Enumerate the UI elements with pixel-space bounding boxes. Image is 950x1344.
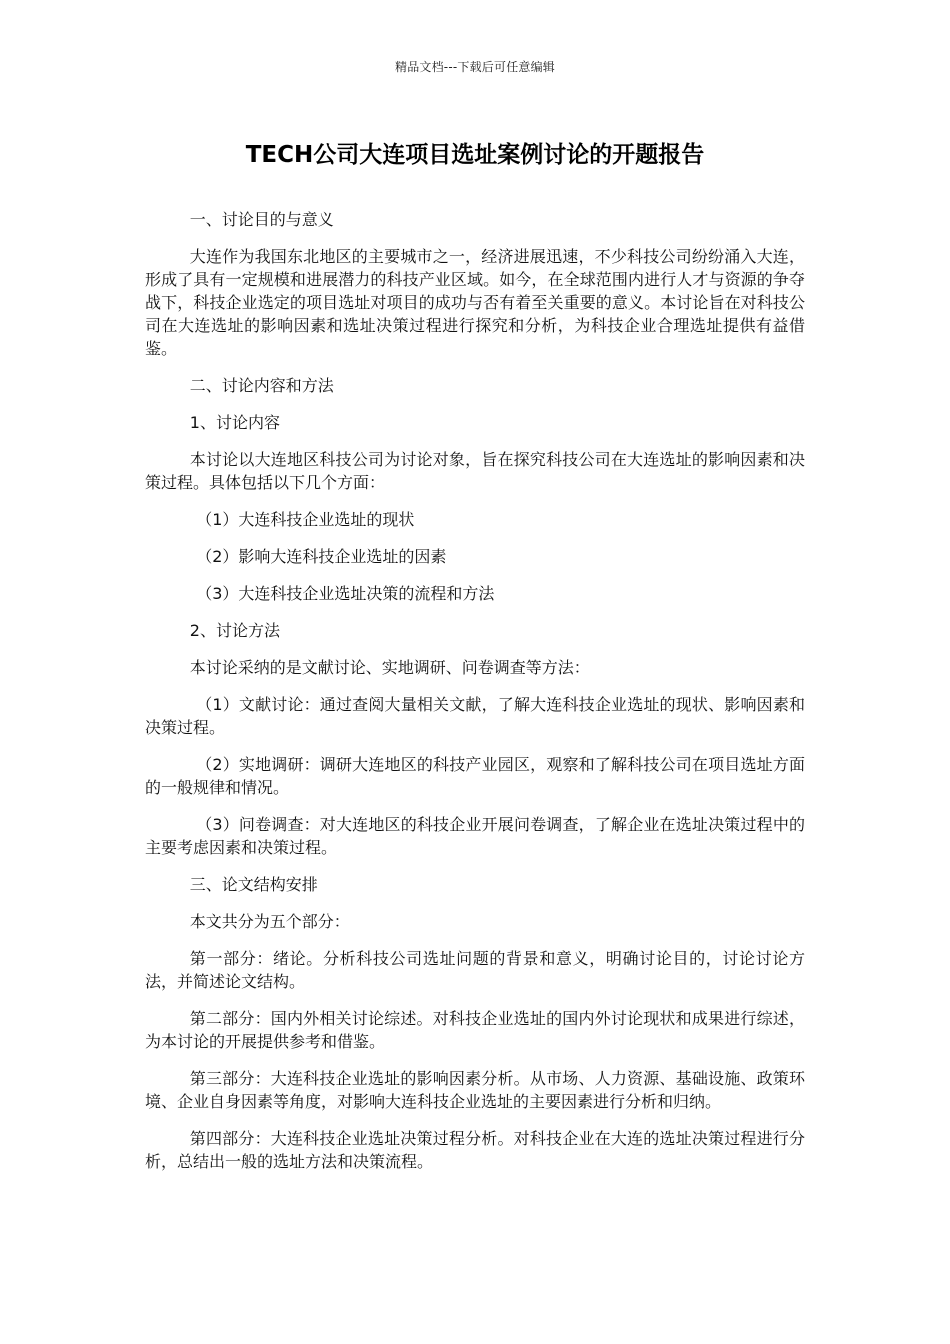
heading-content-method: 二、讨论内容和方法 [189,376,334,395]
list-item: （2）实地调研：调研大连地区的科技产业园区，观察和了解科技公司在项目选址方面的一般规律和情况。 [145,755,805,797]
subheading-content: 1、讨论内容 [189,413,280,432]
paragraph-method: 本讨论采纳的是文献讨论、实地调研、问卷调查等方法： [189,658,590,677]
paragraph-part-2: 第二部分：国内外相关讨论综述。对科技企业选址的国内外讨论现状和成果进行综述，为本讨论的开展提供参考和借鉴。 [145,1009,805,1051]
paragraph-structure-intro: 本文共分为五个部分： [189,912,350,931]
document-title: TECH公司大连项目选址案例讨论的开题报告 [245,142,705,168]
list-item: （2）影响大连科技企业选址的因素 [196,547,447,566]
paragraph-part-1: 第一部分：绪论。分析科技公司选址问题的背景和意义，明确讨论目的，讨论讨论方法，并简述论文结构。 [145,949,805,991]
list-item: （3）大连科技企业选址决策的流程和方法 [196,584,495,603]
list-item: （3）问卷调查：对大连地区的科技企业开展问卷调查，了解企业在选址决策过程中的主要考虑因素和决策过程。 [145,815,805,857]
heading-structure: 三、论文结构安排 [189,875,318,894]
paragraph-purpose: 大连作为我国东北地区的主要城市之一，经济进展迅速，不少科技公司纷纷涌入大连，形成了具有一定规模和进展潜力的科技产业区域。如今，在全球范围内进行人才与资源的争夺战下，科技企业选定的项目选址对项目的成功与否有着至关重要的意义。本讨论旨在对科技公司在大连选址的影响因素和选址决策过程进行探究和分析，为科技企业合理选址提供有益借鉴。 [145,247,805,358]
document-body [145,208,805,1187]
subheading-method: 2、讨论方法 [189,621,280,640]
list-item: （1）文献讨论：通过查阅大量相关文献，了解大连科技企业选址的现状、影响因素和决策过程。 [145,695,805,737]
heading-purpose: 一、讨论目的与意义 [189,210,334,229]
paragraph-part-4: 第四部分：大连科技企业选址决策过程分析。对科技企业在大连的选址决策过程进行分析，总结出一般的选址方法和决策流程。 [145,1129,805,1171]
list-item: （1）大连科技企业选址的现状 [196,510,415,529]
paragraph-content: 本讨论以大连地区科技公司为讨论对象，旨在探究科技公司在大连选址的影响因素和决策过程。具体包括以下几个方面： [145,450,805,492]
page-header: 精品文档---下载后可任意编辑 [395,60,555,74]
paragraph-part-3: 第三部分：大连科技企业选址的影响因素分析。从市场、人力资源、基础设施、政策环境、企业自身因素等角度，对影响大连科技企业选址的主要因素进行分析和归纳。 [145,1069,805,1111]
